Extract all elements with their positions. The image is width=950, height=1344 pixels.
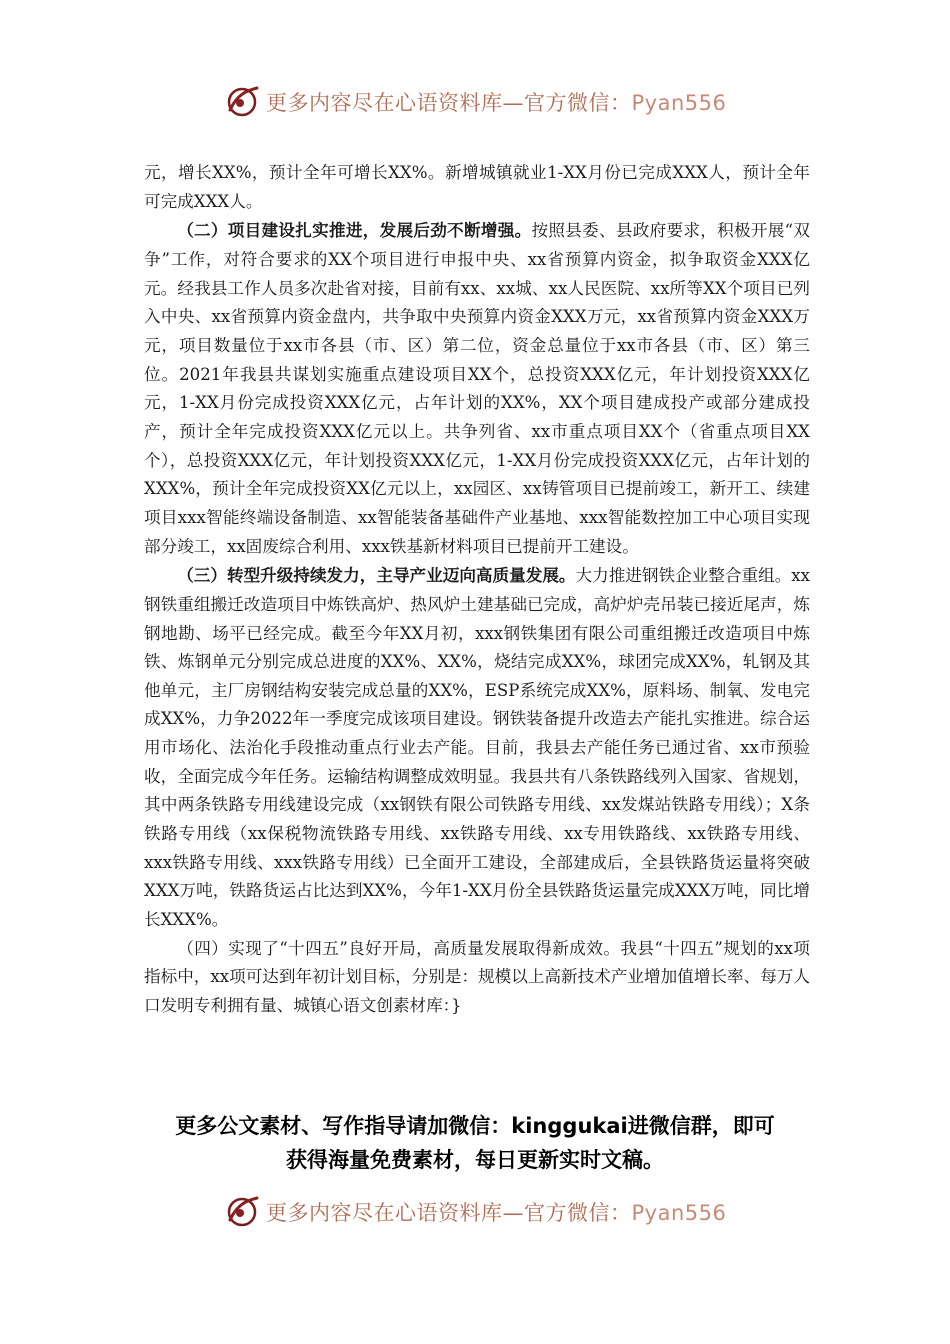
header-banner-text: 更多内容尽在心语资料库—官方微信：Pyan556: [266, 91, 727, 115]
paragraph-4: （四）实现了“十四五”良好开局，高质量发展取得新成效。我县“十四五”规划的xx项指标中，xx项可达到年初计划目标，分别是：规模以上高新技术产业增加值增长率、每万人口发明专利拥有量、城镇心语文创素材库：}: [144, 938, 810, 1016]
paragraph-1: 元，增长XX%，预计全年可增长XX%。新增城镇就业1-XX月份已完成XXX人，预计全年可完成XXX人。: [144, 163, 810, 211]
paragraph-2-body: 按照县委、县政府要求，积极开展“双争”工作，对符合要求的XX个项目进行申报中央、xx省预算内资金，拟争取资金XXX亿元。经我县工作人员多次赴省对接，目前有xx、xx城、xx人民医院、xx所等XX个项目已列入中央、xx省预算内资金盘内，共争取中央预算内资金XXX万元，xx省预算内资金XXX万元，项目数量位于xx市各县（市、区）第二位，资金总量位于xx市各县（市、区）第三位。2021年我县共谋划实施重点建设项目XX个，总投资XXX亿元，年计划投资XXX亿元，1-XX月份完成投资XXX亿元，占年计划的XX%，XX个项目建成投产或部分建成投产，预计全年完成投资XXX亿元以上。共争列省、xx市重点项目XX个（省重点项目XX个），总投资XXX亿元，年计划投资XXX亿元，1-XX月份完成投资XXX亿元，占年计划的XXX%，预计全年完成投资XX亿元以上，xx园区、xx铸管项目已提前竣工，新开工、续建项目xxx智能终端设备制造、xx智能装备基础件产业基地、xxx智能数控加工中心项目实现部分竣工，xx固废综合利用、xxx铁基新材料项目已提前开工建设。: [144, 221, 811, 556]
paragraph-2: [144, 216, 810, 561]
footer-wechat-id: Pyan556: [631, 1201, 727, 1225]
document-body: [144, 159, 810, 1021]
promo-line-1: 更多公文素材、写作指导请加微信：kinggukai进微信群，即可: [175, 1114, 775, 1138]
brand-logo-icon: [224, 84, 260, 120]
paragraph-3: [144, 561, 810, 935]
footer-banner: [0, 1188, 950, 1236]
header-wechat-id: Pyan556: [631, 91, 727, 115]
paragraph-3-body: 大力推进钢铁企业整合重组。xx钢铁重组搬迁改造项目中炼铁高炉、热风炉土建基础已完成，高炉炉壳吊装已接近尾声，炼钢地勘、场平已经完成。截至今年XX月初，xxx钢铁集团有限公司重组搬迁改造项目中炼铁、炼钢单元分别完成总进度的XX%、XX%，烧结完成XX%，球团完成XX%，轧钢及其他单元，主厂房钢结构安装完成总量的XX%，ESP系统完成XX%，原料场、制氧、发电完成XX%，力争2022年一季度完成该项目建设。钢铁装备提升改造去产能扎实推进。综合运用市场化、法治化手段推动重点行业去产能。目前，我县去产能任务已通过省、xx市预验收，全面完成今年任务。运输结构调整成效明显。我县共有八条铁路线列入国家、省规划，其中两条铁路专用线建设完成（xx钢铁有限公司铁路专用线、xx发煤站铁路专用线）；X条铁路专用线（xx保税物流铁路专用线、xx铁路专用线、xx专用铁路线、xx铁路专用线、xxx铁路专用线、xxx铁路专用线）已全面开工建设，全部建成后，全县铁路货运量将突破XXX万吨，铁路货运占比达到XX%，今年1-XX月份全县铁路货运量完成XXX万吨，同比增长XXX%。: [144, 566, 811, 930]
paragraph-2-heading: （二）项目建设扎实推进，发展后劲不断增强。: [177, 220, 532, 241]
promo-notice: [100, 1109, 850, 1177]
paragraph-3-heading: （三）转型升级持续发力，主导产业迈向高质量发展。: [177, 565, 576, 586]
brand-logo-icon: [224, 1194, 260, 1230]
header-banner: [0, 78, 950, 126]
promo-line-2: 获得海量免费素材，每日更新实时文稿。: [286, 1148, 664, 1172]
footer-banner-text: 更多内容尽在心语资料库—官方微信：Pyan556: [266, 1201, 727, 1225]
